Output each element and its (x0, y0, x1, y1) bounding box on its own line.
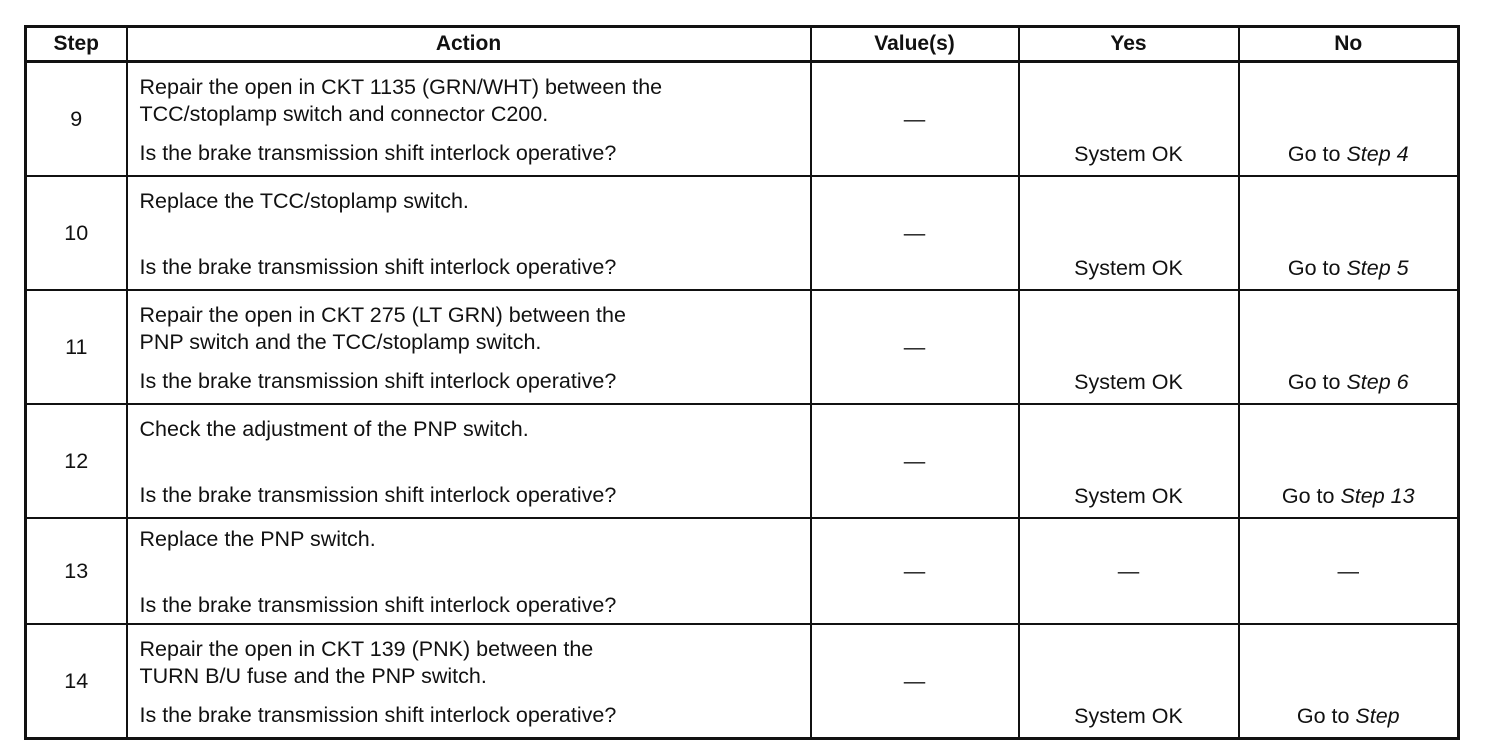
step-number: 12 (26, 404, 127, 518)
action-instruction: Replace the PNP switch. (139, 527, 376, 551)
table-row (26, 404, 1459, 518)
step-reference: Step 6 (1346, 370, 1409, 394)
value-cell: — (811, 62, 1019, 177)
action-question: Is the brake transmission shift interlock operative? (139, 703, 617, 727)
action-cell (127, 290, 811, 404)
no-prefix: Go to (1287, 142, 1347, 166)
no-cell (1239, 624, 1459, 739)
step-number: 10 (26, 176, 127, 290)
value-cell: — (811, 518, 1019, 624)
step-number: 13 (26, 518, 127, 624)
yes-cell: System OK (1019, 290, 1239, 404)
action-instruction: Repair the open in CKT 139 (PNK) between the TURN B/U fuse and the PNP switch. (139, 637, 594, 688)
action-question: Is the brake transmission shift interlock operative? (139, 255, 617, 279)
action-instruction: Replace the TCC/stoplamp switch. (139, 189, 469, 213)
table-row (26, 176, 1459, 290)
step-reference: Step (1355, 704, 1400, 728)
no-cell (1239, 290, 1459, 404)
value-cell: — (811, 404, 1019, 518)
value-cell: — (811, 290, 1019, 404)
step-reference: Step 13 (1340, 484, 1415, 508)
step-reference: Step 5 (1346, 256, 1409, 280)
table-row (26, 62, 1459, 177)
value-cell: — (811, 176, 1019, 290)
value-cell: — (811, 624, 1019, 739)
no-cell (1239, 176, 1459, 290)
header-values: Value(s) (811, 27, 1019, 62)
action-question: Is the brake transmission shift interlock operative? (139, 369, 617, 393)
action-cell (127, 624, 811, 739)
yes-cell: System OK (1019, 62, 1239, 177)
no-prefix: Go to (1287, 256, 1347, 280)
action-cell (127, 404, 811, 518)
table-row (26, 290, 1459, 404)
action-question: Is the brake transmission shift interlock operative? (139, 141, 617, 165)
action-question: Is the brake transmission shift interlock operative? (139, 483, 617, 507)
action-cell (127, 518, 811, 624)
header-row (26, 27, 1459, 62)
header-step: Step (26, 27, 127, 62)
no-cell (1239, 518, 1459, 624)
step-number: 14 (26, 624, 127, 739)
table-row (26, 518, 1459, 624)
action-instruction: Repair the open in CKT 1135 (GRN/WHT) between the TCC/stoplamp switch and connector C200. (139, 75, 663, 126)
yes-cell: System OK (1019, 176, 1239, 290)
action-cell (127, 62, 811, 177)
yes-cell: — (1019, 518, 1239, 624)
action-instruction: Repair the open in CKT 275 (LT GRN) between the PNP switch and the TCC/stoplamp switch. (139, 303, 626, 354)
action-instruction: Check the adjustment of the PNP switch. (139, 417, 529, 441)
no-cell (1239, 404, 1459, 518)
yes-cell: System OK (1019, 624, 1239, 739)
step-reference: Step 4 (1346, 142, 1409, 166)
table-row (26, 624, 1459, 739)
step-number: 11 (26, 290, 127, 404)
header-yes: Yes (1019, 27, 1239, 62)
step-number: 9 (26, 62, 127, 177)
diagnostic-table (24, 25, 1460, 740)
header-no: No (1239, 27, 1459, 62)
step-reference: — (1337, 558, 1359, 583)
no-cell (1239, 62, 1459, 177)
header-action: Action (127, 27, 811, 62)
no-prefix: Go to (1287, 370, 1347, 394)
yes-cell: System OK (1019, 404, 1239, 518)
no-prefix: Go to (1296, 704, 1356, 728)
action-question: Is the brake transmission shift interlock operative? (139, 593, 617, 617)
action-cell (127, 176, 811, 290)
no-prefix: Go to (1281, 484, 1341, 508)
